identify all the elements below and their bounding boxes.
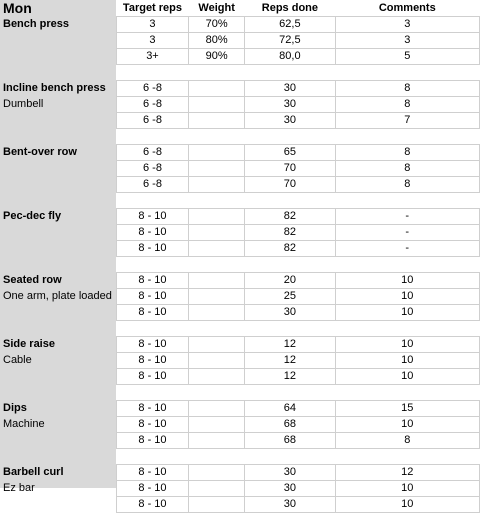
- target-reps-cell[interactable]: 8 - 10: [116, 273, 188, 289]
- target-reps-cell[interactable]: 8 - 10: [116, 369, 188, 385]
- spacer-cell: [0, 65, 116, 81]
- set-row: [0, 225, 480, 241]
- comment-cell[interactable]: 10: [335, 369, 479, 385]
- reps-done-cell[interactable]: 68: [245, 433, 335, 449]
- spacer-cell: [0, 385, 116, 401]
- comment-cell[interactable]: 10: [335, 289, 479, 305]
- target-reps-cell[interactable]: 6 -8: [116, 145, 188, 161]
- reps-done-cell[interactable]: 30: [245, 305, 335, 321]
- target-reps-cell[interactable]: 8 - 10: [116, 353, 188, 369]
- reps-done-cell[interactable]: 82: [245, 209, 335, 225]
- spacer-cell: [189, 129, 245, 145]
- reps-done-cell[interactable]: 72,5: [245, 33, 335, 49]
- target-reps-cell[interactable]: 3: [116, 17, 188, 33]
- target-reps-cell[interactable]: 8 - 10: [116, 209, 188, 225]
- comment-cell[interactable]: 8: [335, 161, 479, 177]
- comment-cell[interactable]: 12: [335, 465, 479, 481]
- weight-cell[interactable]: 80%: [189, 33, 245, 49]
- spacer-cell: [116, 321, 188, 337]
- exercise-name: Seated row: [3, 274, 62, 286]
- comment-cell[interactable]: 15: [335, 401, 479, 417]
- reps-done-cell[interactable]: 20: [245, 273, 335, 289]
- exercise-label-blank: [0, 177, 116, 193]
- spacer-cell: [116, 65, 188, 81]
- exercise-label-blank: [0, 161, 116, 177]
- comment-cell[interactable]: 10: [335, 497, 479, 513]
- set-row: [0, 273, 480, 289]
- set-row: [0, 33, 480, 49]
- spacer-cell: [335, 321, 479, 337]
- spacer-cell: [245, 65, 335, 81]
- spacer-cell: [335, 385, 479, 401]
- comment-cell[interactable]: 3: [335, 33, 479, 49]
- weight-cell[interactable]: [189, 273, 245, 289]
- spacer-cell: [189, 449, 245, 465]
- reps-done-cell[interactable]: 30: [245, 481, 335, 497]
- comment-cell[interactable]: 10: [335, 353, 479, 369]
- set-row: [0, 481, 480, 497]
- exercise-subtitle: Machine: [3, 418, 45, 430]
- comment-cell[interactable]: 10: [335, 337, 479, 353]
- exercise-name: Incline bench press: [3, 82, 106, 94]
- exercise-label-blank: [0, 497, 116, 513]
- reps-done-cell[interactable]: 65: [245, 145, 335, 161]
- target-reps-cell[interactable]: 6 -8: [116, 97, 188, 113]
- set-row: [0, 305, 480, 321]
- weight-cell[interactable]: [189, 225, 245, 241]
- reps-done-cell[interactable]: 30: [245, 97, 335, 113]
- weight-cell[interactable]: [189, 433, 245, 449]
- spacer-cell: [189, 193, 245, 209]
- set-row: [0, 433, 480, 449]
- target-reps-cell[interactable]: 8 - 10: [116, 289, 188, 305]
- reps-done-cell[interactable]: 30: [245, 81, 335, 97]
- spacer-cell: [189, 257, 245, 273]
- reps-done-cell[interactable]: 80,0: [245, 49, 335, 65]
- comment-cell[interactable]: 10: [335, 273, 479, 289]
- target-reps-cell[interactable]: 6 -8: [116, 113, 188, 129]
- weight-cell[interactable]: [189, 145, 245, 161]
- spacer-cell: [245, 193, 335, 209]
- spacer-cell: [116, 129, 188, 145]
- target-reps-cell[interactable]: 8 - 10: [116, 497, 188, 513]
- spacer-cell: [0, 129, 116, 145]
- weight-cell[interactable]: [189, 209, 245, 225]
- reps-done-cell[interactable]: 82: [245, 225, 335, 241]
- set-row: [0, 209, 480, 225]
- comment-cell[interactable]: 8: [335, 97, 479, 113]
- reps-done-cell[interactable]: 12: [245, 369, 335, 385]
- comment-cell[interactable]: 8: [335, 81, 479, 97]
- exercise-subtitle: One arm, plate loaded: [3, 290, 112, 302]
- exercise-subtitle: Cable: [3, 354, 32, 366]
- exercise-name: Side raise: [3, 338, 55, 350]
- target-reps-cell[interactable]: 6 -8: [116, 161, 188, 177]
- spacer-cell: [245, 385, 335, 401]
- spacer-cell: [245, 129, 335, 145]
- weight-cell[interactable]: [189, 465, 245, 481]
- spacer-cell: [189, 65, 245, 81]
- spacer-cell: [0, 449, 116, 465]
- set-row: [0, 161, 480, 177]
- spacer-cell: [335, 129, 479, 145]
- spacer-cell: [189, 385, 245, 401]
- exercise-name: Bent-over row: [3, 146, 77, 158]
- weight-cell[interactable]: [189, 241, 245, 257]
- spacer-cell: [335, 257, 479, 273]
- header-target-reps: Target reps: [122, 1, 183, 14]
- target-reps-cell[interactable]: 6 -8: [116, 81, 188, 97]
- exercise-label-blank: [0, 369, 116, 385]
- exercise-name: Bench press: [3, 18, 70, 30]
- reps-done-cell[interactable]: 30: [245, 497, 335, 513]
- spacer-cell: [0, 193, 116, 209]
- weight-cell[interactable]: [189, 81, 245, 97]
- reps-done-cell[interactable]: 70: [245, 177, 335, 193]
- spacer-cell: [189, 321, 245, 337]
- weight-cell[interactable]: [189, 497, 245, 513]
- exercise-label-blank: [0, 33, 116, 49]
- set-row: [0, 113, 480, 129]
- comment-cell[interactable]: 8: [335, 433, 479, 449]
- reps-done-cell[interactable]: 12: [245, 337, 335, 353]
- spacer-cell: [335, 449, 479, 465]
- reps-done-cell[interactable]: 70: [245, 161, 335, 177]
- comment-cell[interactable]: 5: [335, 49, 479, 65]
- header-reps-done: Reps done: [261, 1, 318, 14]
- spacer-cell: [245, 257, 335, 273]
- weight-cell[interactable]: [189, 177, 245, 193]
- exercise-label-blank: [0, 241, 116, 257]
- set-row: [0, 353, 480, 369]
- spacer-cell: [0, 257, 116, 273]
- weight-cell[interactable]: [189, 305, 245, 321]
- reps-done-cell[interactable]: 64: [245, 401, 335, 417]
- comment-cell[interactable]: 10: [335, 305, 479, 321]
- reps-done-cell[interactable]: 30: [245, 465, 335, 481]
- target-reps-cell[interactable]: 8 - 10: [116, 433, 188, 449]
- spacer-row: [0, 321, 480, 337]
- spacer-cell: [116, 193, 188, 209]
- set-row: [0, 289, 480, 305]
- spacer-cell: [0, 321, 116, 337]
- exercise-subtitle: Dumbell: [3, 98, 44, 110]
- header-weight: Weight: [198, 1, 235, 14]
- spacer-cell: [335, 193, 479, 209]
- day-label: Mon: [3, 0, 32, 16]
- weight-cell[interactable]: [189, 353, 245, 369]
- spacer-row: [0, 129, 480, 145]
- exercise-subtitle: Ez bar: [3, 482, 35, 494]
- set-row: [0, 369, 480, 385]
- exercise-label-blank: [0, 49, 116, 65]
- weight-cell[interactable]: [189, 113, 245, 129]
- spacer-cell: [116, 385, 188, 401]
- reps-done-cell[interactable]: 82: [245, 241, 335, 257]
- exercise-label-blank: [0, 433, 116, 449]
- set-row: [0, 497, 480, 513]
- exercise-name: Dips: [3, 402, 27, 414]
- exercise-name: Pec-dec fly: [3, 210, 62, 222]
- spacer-row: [0, 385, 480, 401]
- set-row: [0, 241, 480, 257]
- comment-cell[interactable]: 10: [335, 417, 479, 433]
- comment-cell[interactable]: 8: [335, 145, 479, 161]
- target-reps-cell[interactable]: 8 - 10: [116, 241, 188, 257]
- comment-cell[interactable]: 3: [335, 17, 479, 33]
- set-row: [0, 17, 480, 33]
- reps-done-cell[interactable]: 30: [245, 113, 335, 129]
- exercise-name: Barbell curl: [3, 466, 64, 478]
- reps-done-cell[interactable]: 12: [245, 353, 335, 369]
- target-reps-cell[interactable]: 3: [116, 33, 188, 49]
- exercise-label-blank: [0, 225, 116, 241]
- target-reps-cell[interactable]: 8 - 10: [116, 305, 188, 321]
- weight-cell[interactable]: [189, 97, 245, 113]
- spacer-row: [0, 193, 480, 209]
- target-reps-cell[interactable]: 8 - 10: [116, 225, 188, 241]
- target-reps-cell[interactable]: 8 - 10: [116, 337, 188, 353]
- spacer-cell: [245, 321, 335, 337]
- spacer-cell: [116, 449, 188, 465]
- set-row: [0, 337, 480, 353]
- set-row: [0, 401, 480, 417]
- target-reps-cell[interactable]: 8 - 10: [116, 401, 188, 417]
- comment-cell[interactable]: -: [335, 209, 479, 225]
- set-row: [0, 81, 480, 97]
- weight-cell[interactable]: [189, 401, 245, 417]
- target-reps-cell[interactable]: 6 -8: [116, 177, 188, 193]
- spacer-cell: [116, 257, 188, 273]
- header-comments: Comments: [378, 1, 436, 14]
- target-reps-cell[interactable]: 8 - 10: [116, 465, 188, 481]
- weight-cell[interactable]: 70%: [189, 17, 245, 33]
- weight-cell[interactable]: [189, 369, 245, 385]
- spacer-cell: [245, 449, 335, 465]
- spacer-row: [0, 65, 480, 81]
- spacer-row: [0, 257, 480, 273]
- header-row: [0, 0, 480, 17]
- comment-cell[interactable]: 8: [335, 177, 479, 193]
- comment-cell[interactable]: 10: [335, 481, 479, 497]
- weight-cell[interactable]: [189, 337, 245, 353]
- set-row: [0, 97, 480, 113]
- weight-cell[interactable]: [189, 417, 245, 433]
- target-reps-cell[interactable]: 8 - 10: [116, 417, 188, 433]
- set-row: [0, 465, 480, 481]
- set-row: [0, 49, 480, 65]
- reps-done-cell[interactable]: 62,5: [245, 17, 335, 33]
- comment-cell[interactable]: -: [335, 241, 479, 257]
- comment-cell[interactable]: -: [335, 225, 479, 241]
- reps-done-cell[interactable]: 25: [245, 289, 335, 305]
- comment-cell[interactable]: 7: [335, 113, 479, 129]
- reps-done-cell[interactable]: 68: [245, 417, 335, 433]
- set-row: [0, 145, 480, 161]
- target-reps-cell[interactable]: 8 - 10: [116, 481, 188, 497]
- weight-cell[interactable]: [189, 481, 245, 497]
- weight-cell[interactable]: [189, 289, 245, 305]
- exercise-label-blank: [0, 305, 116, 321]
- spacer-row: [0, 449, 480, 465]
- target-reps-cell[interactable]: 3+: [116, 49, 188, 65]
- set-row: [0, 417, 480, 433]
- weight-cell[interactable]: 90%: [189, 49, 245, 65]
- spacer-cell: [335, 65, 479, 81]
- weight-cell[interactable]: [189, 161, 245, 177]
- exercise-label-blank: [0, 113, 116, 129]
- set-row: [0, 177, 480, 193]
